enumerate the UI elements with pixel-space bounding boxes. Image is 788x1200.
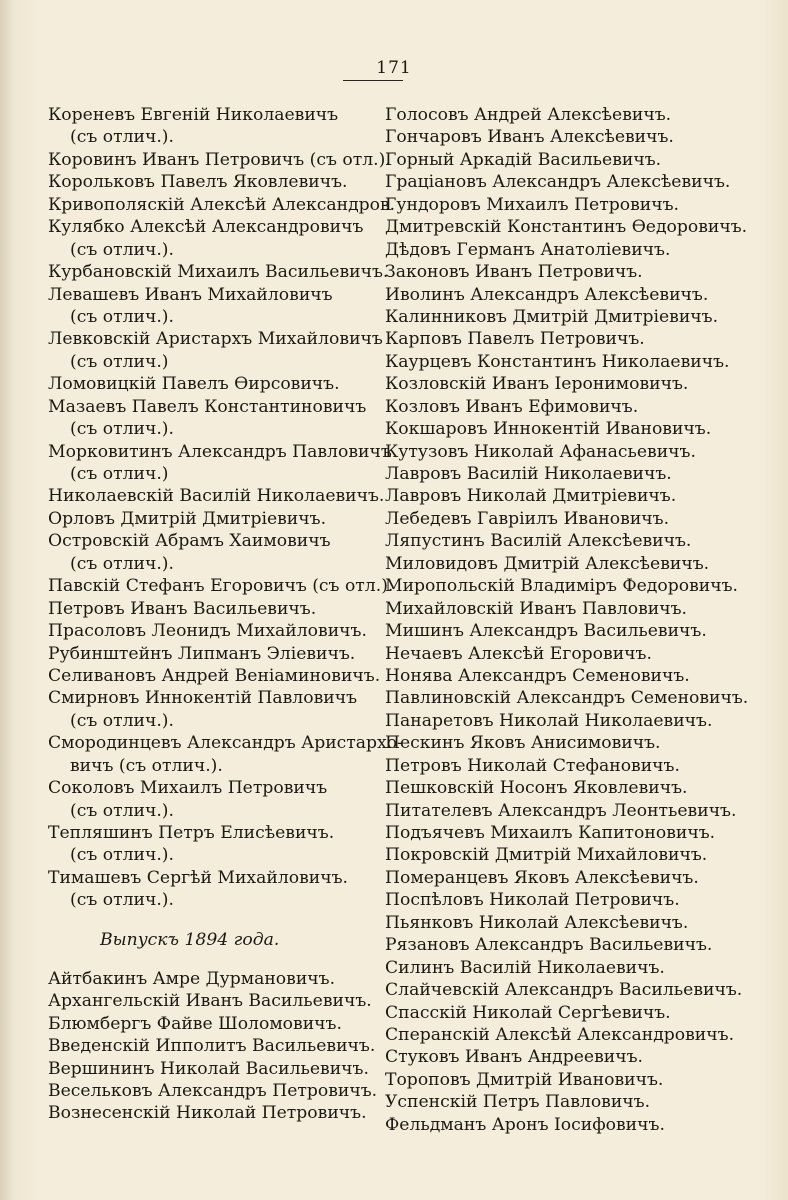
left-name-column [48,104,403,1125]
name-entry: Стуковъ Иванъ Андреевичъ. [385,1047,643,1068]
name-entry: Успенскій Петръ Павловичъ. [385,1092,651,1113]
name-entry: Калинниковъ Дмитрій Дмитріевичъ. [385,306,719,327]
name-entry: Павлиновскій Александръ Семеновичъ. [385,688,749,709]
name-entry: Миропольскій Владиміръ Федоровичъ. [385,576,738,597]
name-entry: Прасоловъ Леонидъ Михайловичъ. [48,621,367,642]
name-entry: Миловидовъ Дмитрій Алексѣевичъ. [385,553,710,574]
name-entry: Граціановъ Александръ Алексѣевичъ. [385,172,731,193]
name-entry: Кулябко Алексѣй Александровичъ [48,217,364,238]
name-entry: Рязановъ Александръ Васильевичъ. [385,935,713,956]
name-entry: Ляпустинъ Василій Алексѣевичъ. [385,531,692,552]
honors-note: (съ отлич.). [70,553,174,574]
name-entry: Селивановъ Андрей Веніаминовичъ. [48,665,381,686]
name-entry: Лавровъ Василій Николаевичъ. [385,464,672,484]
name-entry: Введенскій Ипполитъ Васильевичъ. [48,1036,376,1057]
name-entry: Гончаровъ Иванъ Алексѣевичъ. [385,127,674,148]
name-entry: Лебедевъ Гавріилъ Ивановичъ. [385,508,670,529]
name-entry: Спасскій Николай Сергѣевичъ. [385,1002,671,1023]
name-entry: Рубинштейнъ Липманъ Элiевичъ. [48,643,356,664]
name-entry: Тороповъ Дмитрій Ивановичъ. [385,1069,664,1090]
name-entry: Островскій Абрамъ Хаимовичъ [48,531,331,552]
honors-note: (съ отлич.) [70,351,169,372]
name-entry: Блюмбергъ Файве Шоломовичъ. [48,1013,342,1034]
name-entry: Пескинъ Яковъ Анисимовичъ. [385,733,661,754]
name-entry: Питателевъ Александръ Леонтьевичъ. [385,800,737,821]
honors-note: (съ отлич.) [70,464,169,484]
name-entry: Михайловскій Иванъ Павловичъ. [385,598,688,619]
name-entry: Левковскій Аристархъ Михайловичъ [48,329,383,350]
name-entry: Мишинъ Александръ Васильевичъ. [385,621,707,642]
honors-note: (съ отлич.). [70,239,174,260]
name-entry: Гундоровъ Михаилъ Петровичъ. [385,194,679,215]
name-entry: Петровъ Николай Стефановичъ. [385,755,680,776]
name-entry: Кутузовъ Николай Афанасьевичъ. [385,441,696,462]
name-entry: Покровскій Дмитрій Михайловичъ. [385,845,708,866]
honors-note: вичъ (съ отлич.). [70,755,223,776]
name-entry: Соколовъ Михаилъ Петровичъ [48,778,328,799]
name-entry: Горный Аркадій Васильевичъ. [385,149,662,170]
honors-note: (съ отлич.). [70,419,174,440]
name-entry: Архангельскій Иванъ Васильевичъ. [48,991,372,1012]
name-entry: Померанцевъ Яковъ Алексѣевичъ. [385,867,699,888]
page-number: 171 [376,58,412,78]
right-name-column [385,104,749,1136]
name-entry: Поспѣловъ Николай Петровичъ. [385,890,680,911]
name-entry: Николаевскій Василій Николаевичъ. [48,486,385,507]
name-entry: Смородинцевъ Александръ Аристархо- [48,733,403,754]
name-entry: Коровинъ Иванъ Петровичъ (съ отл.). [48,149,391,170]
name-entry: Тимашевъ Сергѣй Михайловичъ. [48,867,348,888]
name-entry: Силинъ Василій Николаевичъ. [385,957,665,978]
name-entry: Дѣдовъ Германъ Анатоліевичъ. [385,239,671,260]
name-entry: Курбановскій Михаилъ Васильевичъ. [48,262,389,283]
name-entry: Вершининъ Николай Васильевичъ. [48,1058,369,1079]
honors-note: (съ отлич.). [70,890,174,911]
honors-note: (съ отлич.). [70,800,174,821]
name-entry: Орловъ Дмитрій Дмитріевичъ. [48,508,327,529]
name-entry: Тепляшинъ Петръ Елисѣевичъ. [48,823,335,843]
name-entry: Мазаевъ Павелъ Константиновичъ [48,396,367,417]
name-entry: Сперанскій Алексѣй Александровичъ. [385,1024,735,1045]
name-entry: Подъячевъ Михаилъ Капитоновичъ. [385,823,716,843]
name-entry: Кореневъ Евгеній Николаевичъ [48,105,339,125]
name-entry: Законовъ Иванъ Петровичъ. [385,262,643,283]
name-entry: Каурцевъ Константинъ Николаевичъ. [385,351,730,372]
name-entry: Левашевъ Иванъ Михайловичъ [48,284,333,305]
name-entry: Голосовъ Андрей Алексѣевичъ. [385,105,672,125]
name-entry: Нонява Александръ Семеновичъ. [385,665,690,686]
name-entry: Петровъ Иванъ Васильевичъ. [48,598,317,619]
name-entry: Иволинъ Александръ Алексѣевичъ. [385,284,709,305]
name-entry: Смирновъ Иннокентій Павловичъ [48,688,358,709]
name-entry: Карповъ Павелъ Петровичъ. [385,329,645,350]
name-entry: Айтбакинъ Амре Дурмановичъ. [48,968,336,989]
name-entry: Морковитинъ Александръ Павловичъ [48,441,392,462]
name-entry: Павскій Стефанъ Егоровичъ (съ отл.). [48,576,394,597]
name-entry: Нечаевъ Алексѣй Егоровичъ. [385,643,652,664]
name-entry: Лавровъ Николай Дмитріевичъ. [385,486,677,507]
name-entry: Слайчевскій Александръ Васильевичъ. [385,980,743,1001]
name-entry: Кривополяскій Алексѣй Александров. [48,194,396,215]
page-number-rule [343,80,403,81]
name-entry: Кокшаровъ Иннокентій Ивановичъ. [385,419,712,440]
name-entry: Дмитревскій Константинъ Ѳедоровичъ. [385,217,748,238]
name-entry: Корольковъ Павелъ Яковлевичъ. [48,172,348,193]
name-entry: Весельковъ Александръ Петровичъ. [48,1080,378,1101]
section-heading: Выпускъ 1894 года. [100,929,280,950]
honors-note: (съ отлич.). [70,127,174,148]
name-entry: Козловъ Иванъ Ефимовичъ. [385,396,639,417]
name-entry: Вознесенскій Николай Петровичъ. [48,1103,367,1124]
name-entry: Пьянковъ Николай Алексѣевичъ. [385,912,689,933]
name-entry: Фельдманъ Аронъ Іосифовичъ. [385,1114,665,1135]
name-entry: Ломовицкій Павелъ Ѳирсовичъ. [48,374,340,395]
name-entry: Панаретовъ Николай Николаевичъ. [385,710,713,731]
honors-note: (съ отлич.). [70,710,174,731]
honors-note: (съ отлич.). [70,845,174,866]
name-entry: Козловскій Иванъ Іеронимовичъ. [385,374,689,395]
honors-note: (съ отлич.). [70,306,174,327]
name-entry: Пешковскій Носонъ Яковлевичъ. [385,778,688,799]
